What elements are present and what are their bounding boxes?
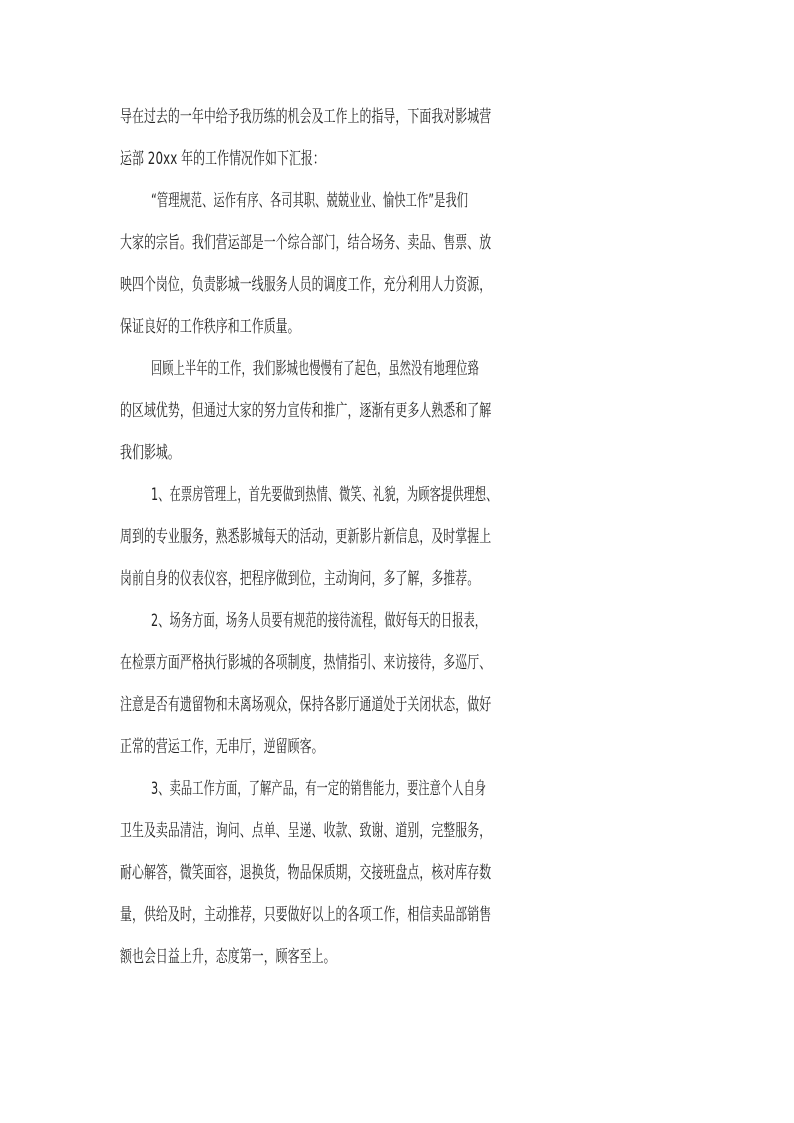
text-line: 耐心解答，微笑面容，退换货，物品保质期，交接班盘点，核对库存数: [120, 863, 492, 883]
text-line: 大家的宗旨。我们营运部是一个综合部门，结合场务、卖品、售票、放: [120, 233, 492, 253]
text-line: 运部 20xx 年的工作情况作如下汇报：: [120, 149, 325, 169]
text-line: 卫生及卖品清洁，询问、点单、呈递、收款、致谢、道别，完整服务，: [120, 821, 492, 841]
text-line: 导在过去的一年中给予我历练的机会及工作上的指导，下面我对影城营: [120, 107, 492, 127]
text-line: 的区域优势，但通过大家的努力宣传和推广，逐渐有更多人熟悉和了解: [120, 401, 492, 421]
text-line: 1、在票房管理上，首先要做到热情、微笑、礼貌，为顾客提供理想、: [151, 485, 498, 505]
text-line: 周到的专业服务，熟悉影城每天的活动，更新影片新信息，及时掌握上: [120, 527, 492, 547]
text-line: 2、场务方面，场务人员要有规范的接待流程，做好每天的日报表，: [151, 611, 487, 631]
text-line: 注意是否有遗留物和未离场观众，保持各影厅通道处于关闭状态，做好: [120, 695, 492, 715]
text-line: 量，供给及时，主动推荐，只要做好以上的各项工作，相信卖品部销售: [120, 905, 492, 925]
text-line: 回顾上半年的工作，我们影城也慢慢有了起色，虽然没有地理位臵: [151, 359, 479, 379]
text-line: 正常的营运工作，无串厅，逆留顾客。: [120, 737, 324, 757]
text-line: 映四个岗位，负责影城一线服务人员的调度工作，充分利用人力资源，: [120, 275, 492, 295]
text-line: 3、卖品工作方面，了解产品，有一定的销售能力，要注意个人自身: [151, 779, 487, 799]
text-line: 在检票方面严格执行影城的各项制度，热情指引、来访接待，多巡厅、: [120, 653, 492, 673]
text-line: 岗前自身的仪表仪容，把程序做到位，主动询问，多了解，多推荐。: [120, 569, 480, 589]
text-line: “管理规范、运作有序、各司其职、兢兢业业、愉快工作”是我们: [151, 191, 469, 211]
text-line: 我们影城。: [120, 443, 180, 463]
text-line: 额也会日益上升，态度第一，顾客至上。: [120, 947, 336, 967]
text-line: 保证良好的工作秩序和工作质量。: [120, 317, 300, 337]
